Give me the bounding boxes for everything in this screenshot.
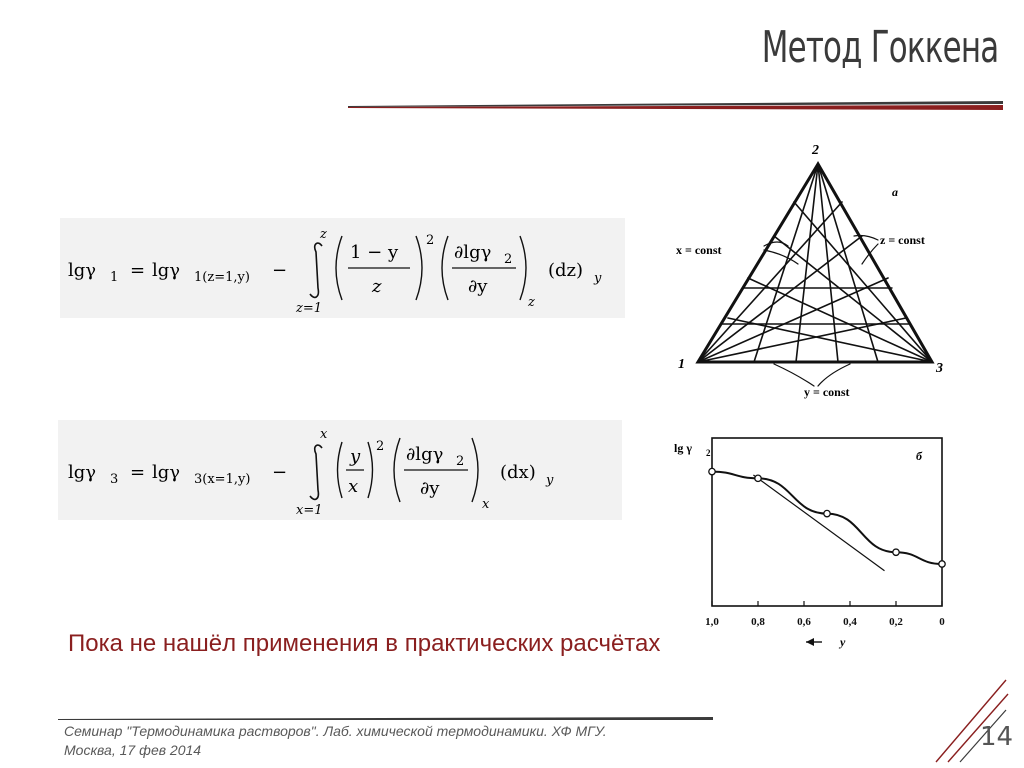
f2-paren-open-2 (394, 438, 400, 502)
f2-frac1-num: y (350, 446, 361, 467)
f1-paren-sub: z (528, 295, 535, 310)
page-number: 14 (980, 722, 1014, 752)
f2-int-lower: x=1 (296, 503, 323, 518)
x-const-label: x = const (676, 243, 722, 257)
cross-lines (722, 288, 910, 324)
chart-xlabel: y (840, 635, 846, 649)
f1-rhs-sub: 1(z=1,y) (194, 270, 250, 285)
slide-caption: Пока не нашёл применения в практических расчётах (68, 630, 661, 657)
f2-frac2-den: ∂y (420, 478, 440, 499)
f2-lhs: lgγ (68, 462, 97, 483)
f1-frac2-den: ∂y (468, 276, 488, 297)
f1-tail-sub: y (594, 271, 602, 286)
f2-rhs-head: lgγ (152, 462, 181, 483)
f1-frac2-num: ∂lgγ (454, 242, 492, 263)
f1-rhs-head: lgγ (152, 260, 181, 281)
f2-frac1-den: x (348, 476, 359, 497)
lg-gamma-chart (670, 430, 960, 650)
formula-box-1 (60, 218, 625, 318)
f1-minus: − (272, 260, 288, 281)
f1-frac2-num-sub: 2 (504, 252, 513, 267)
panel-a-label: a (892, 185, 898, 199)
f1-paren-open-2 (442, 236, 448, 300)
footer-line-1: Семинар "Термодинамика растворов". Лаб. химической термодинамики. ХФ МГУ. (64, 723, 607, 739)
x-direction-arrowhead (806, 638, 814, 646)
vertex-3-label: 3 (936, 361, 943, 376)
f1-int-upper: z (320, 227, 327, 242)
ternary-triangle-figure (666, 138, 966, 400)
f2-rhs-sub: 3(x=1,y) (194, 472, 251, 487)
f2-paren-open-1 (338, 442, 343, 498)
z-const-label: z = const (880, 233, 925, 247)
f2-minus: − (272, 462, 288, 483)
tangent-line (753, 475, 884, 571)
data-point (755, 475, 761, 481)
f1-integral-sign (310, 243, 322, 297)
x-tick-label: 0,2 (889, 616, 903, 628)
f2-paren-sub: x (482, 497, 490, 512)
f1-paren-close-2 (520, 236, 526, 300)
chart-ylabel: lg γ (674, 441, 692, 455)
lines-from-vertex-2 (754, 164, 878, 362)
f1-lhs-sub: 1 (110, 270, 119, 285)
f1-lhs: lgγ (68, 260, 97, 281)
x-tick-label: 1,0 (705, 616, 719, 628)
f2-paren-close-1 (368, 442, 373, 498)
x-tick-label: 0,8 (751, 616, 765, 628)
y-const-label: y = const (804, 385, 850, 399)
f1-frac1-den: z (372, 276, 382, 297)
x-tick-label: 0,6 (797, 616, 811, 628)
f2-power: 2 (376, 439, 385, 454)
f2-frac2-num-sub: 2 (456, 454, 465, 469)
f2-tail: (dx) (500, 462, 536, 483)
f2-int-upper: x (320, 427, 328, 442)
f2-paren-close-2 (472, 438, 478, 502)
x-tick-label: 0,4 (843, 616, 857, 628)
vertex-1-label: 1 (678, 357, 685, 372)
f2-frac2-num: ∂lgγ (406, 444, 444, 465)
title-underline (348, 99, 1008, 113)
f2-lhs-sub: 3 (110, 472, 119, 487)
slide-title: Метод Гоккена (761, 22, 998, 73)
f2-integral-sign (310, 445, 322, 499)
data-point (824, 510, 830, 516)
vertex-2-label: 2 (812, 143, 819, 158)
f2-tail-sub: y (546, 473, 554, 488)
chart-ylabel-sub: 2 (706, 448, 711, 458)
x-tick-label: 0 (939, 616, 945, 628)
f2-eq: = (130, 462, 146, 483)
series-curve (712, 472, 942, 564)
data-point (893, 549, 899, 555)
chart-panel-label: б (916, 449, 922, 463)
data-point (709, 468, 715, 474)
f1-int-lower: z=1 (296, 301, 323, 316)
lines-from-vertex-1 (698, 202, 906, 362)
f1-power: 2 (426, 233, 435, 248)
chart-frame (712, 438, 942, 606)
f1-eq: = (130, 260, 146, 281)
footer (64, 722, 607, 760)
footer-line-2: Москва, 17 фев 2014 (64, 742, 202, 758)
data-point (939, 561, 945, 567)
f1-tail: (dz) (548, 260, 584, 281)
f1-paren-close-1 (416, 236, 422, 300)
f1-frac1-num: 1 − y (350, 242, 399, 263)
f1-paren-open-1 (336, 236, 342, 300)
formula-box-2 (58, 420, 622, 520)
